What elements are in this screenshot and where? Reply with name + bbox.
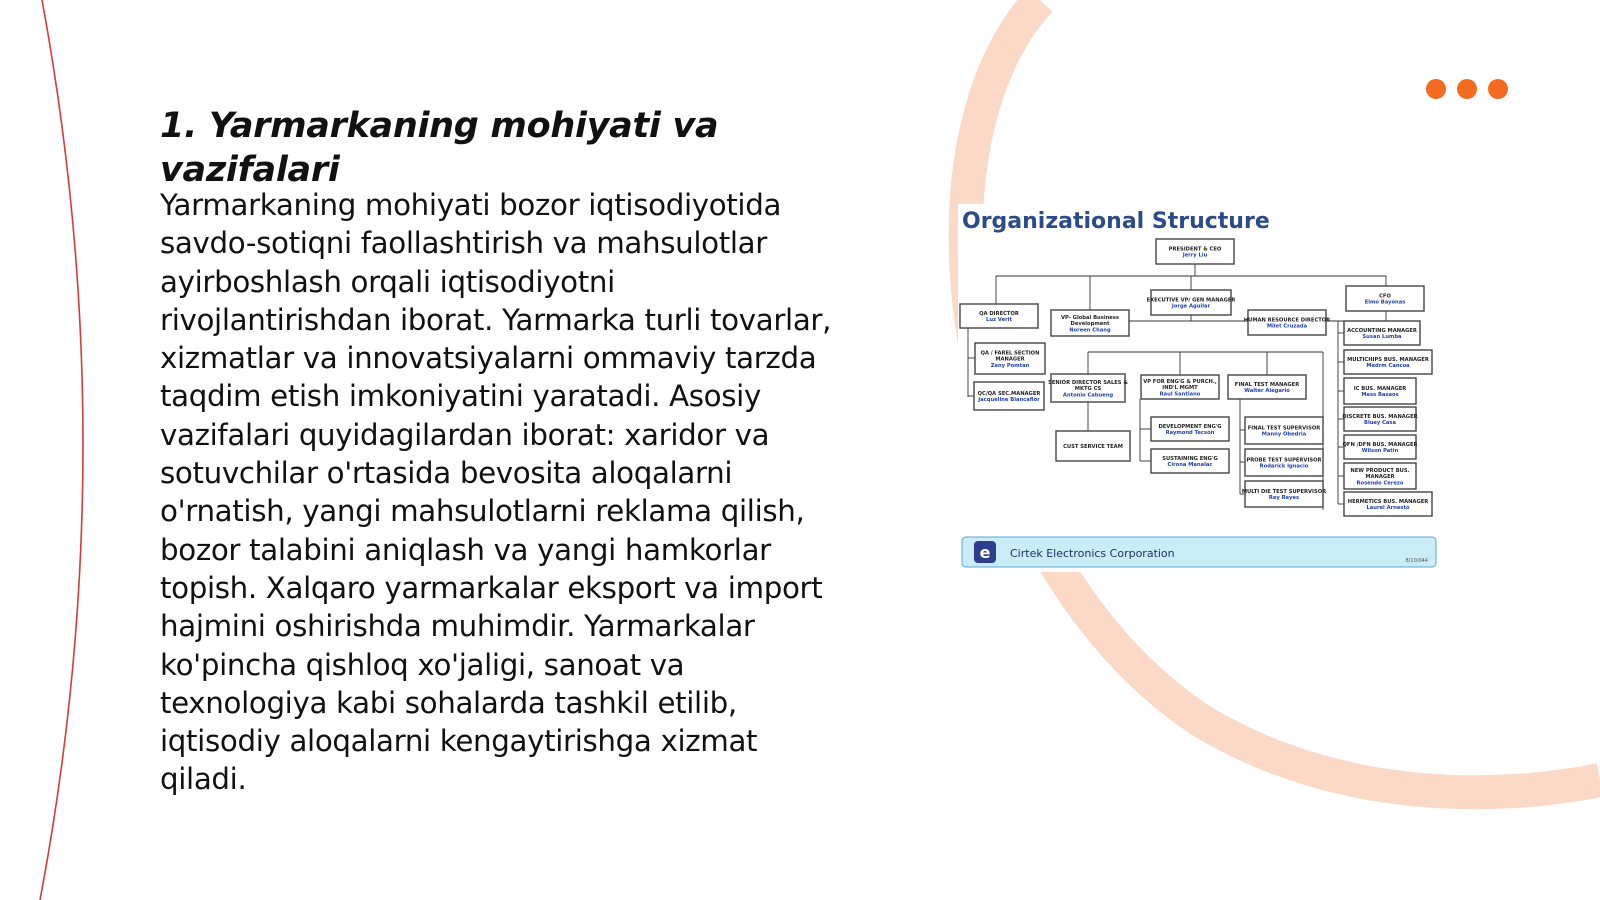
decorative-dots	[1426, 79, 1508, 99]
org-box-name: Raymond Tecson	[1165, 430, 1215, 437]
org-chart-svg	[958, 204, 1444, 572]
org-box-name: Jorge Aguilar	[1171, 303, 1211, 310]
org-box-role: NEW PRODUCT BUS.	[1350, 468, 1410, 475]
org-box	[1342, 407, 1417, 431]
org-box-name: Rey Reyes	[1268, 495, 1300, 502]
org-box	[1048, 374, 1128, 402]
org-box-name: Raul Santiano	[1159, 391, 1201, 398]
org-box	[1151, 417, 1229, 441]
org-box-name: Jerry Liu	[1182, 252, 1208, 259]
org-box-role: Development	[1070, 321, 1110, 328]
org-box	[1056, 431, 1130, 461]
org-box-role: QC/QA SEC.MANAGER	[977, 391, 1041, 398]
org-box	[1228, 375, 1306, 399]
org-box-name: Wilson Patin	[1361, 448, 1399, 455]
org-box	[1244, 310, 1330, 335]
org-box-name: Susan Lumba	[1362, 334, 1402, 341]
org-box-name: Zeny Pomtan	[990, 362, 1030, 369]
org-box	[974, 382, 1044, 410]
org-box	[1141, 375, 1219, 399]
org-box-role: MANAGER	[1365, 474, 1395, 481]
org-box-role: SENIOR DIRECTOR SALES &	[1048, 380, 1128, 387]
org-box	[1344, 492, 1432, 516]
org-box-name: Manny Obedria	[1261, 431, 1307, 438]
org-box	[1156, 239, 1234, 264]
org-box	[1245, 449, 1323, 476]
org-box	[1342, 435, 1417, 459]
org-chart-footer	[962, 537, 1436, 567]
org-box-name: Rodarick Ignacio	[1259, 463, 1309, 470]
org-box-role: DEVELOPMENT ENG'G	[1158, 424, 1222, 431]
org-box-role: DISCRETE BUS. MANAGER	[1342, 414, 1418, 421]
org-box	[1151, 449, 1229, 473]
org-box-name: Walter Alegario	[1244, 388, 1290, 395]
org-box-name: Laurel Arnesto	[1366, 505, 1410, 512]
org-chart-boxes	[960, 239, 1432, 516]
org-box-role: FINAL TEST MANAGER	[1234, 382, 1300, 389]
org-box-name: Luz Verit	[986, 317, 1012, 324]
org-box-name: Medrm Cancoa	[1366, 363, 1410, 370]
org-box-role: EXECUTIVE VP/ GEN MANAGER	[1146, 297, 1236, 304]
org-chart-title: Organizational Structure	[962, 209, 1270, 234]
org-box-role: PRESIDENT & CEO	[1168, 246, 1222, 253]
org-box-role: QA / FAREL SECTION	[980, 350, 1040, 357]
org-box	[1051, 310, 1129, 336]
company-logo-icon: e	[979, 543, 991, 562]
org-box-role: FINAL TEST SUPERVISOR	[1247, 425, 1321, 432]
org-box-role: MULTICHIPS BUS. MANAGER	[1347, 357, 1429, 364]
org-box	[1344, 350, 1432, 374]
org-box-role: VP FOR ENG'G & PURCH.,	[1143, 379, 1217, 386]
org-box-name: Antonio Cabueng	[1062, 392, 1114, 399]
org-box	[1147, 290, 1236, 315]
org-box-role: HERMETICS BUS. MANAGER	[1347, 499, 1429, 506]
org-box-name: Rosendo Cerezo	[1356, 480, 1404, 487]
org-box-name: Mess Basaos	[1361, 392, 1399, 399]
org-box-role: PROBE TEST SUPERVISOR	[1246, 457, 1322, 464]
org-box	[1344, 378, 1416, 404]
dot-icon	[1488, 79, 1508, 99]
org-box-role: CUST SERVICE TEAM	[1063, 444, 1123, 451]
footer-code: 8/10/044	[1405, 558, 1428, 564]
org-box-role: MKTG CS	[1074, 386, 1102, 393]
org-box-role: CFO	[1379, 293, 1391, 300]
org-box	[1346, 286, 1424, 311]
org-box-name: Jacqueline Blancaflor	[978, 397, 1040, 404]
org-box	[1245, 417, 1323, 444]
org-box-role: SUSTAINING ENG'G	[1162, 456, 1218, 463]
slide-body-text: Yarmarkaning mohiyati bozor iqtisodiyotida savdo-sotiqni faollashtirish va mahsulotlar ayirboshlash orqali iqtisodiyotni rivojlantirishdan iborat. Yarmarka turli tovarlar, xizmatlar va innovatsiyalarni ommaviy tarzda taqdim etish imkoniyatini yaratadi. Asosiy vazifalari quyidagilardan iborat: xaridor va sotuvchilar o'rtasida bevosita aloqalarni o'rnatish, yangi mahsulotlarni reklama qilish, bozor talabini aniqlash va yangi hamkorlar topish. Xalqaro yarmarkalar eksport va import hajmini oshirishda muhimdir. Yarmarkalar ko'pincha qishloq xo'jaligi, sanoat va texnologiya kabi sohalarda tashkil etilib, iqtisodiy aloqalarni kengaytirishga xizmat qiladi.	[160, 188, 832, 797]
dot-icon	[1426, 79, 1446, 99]
org-box-role: MANAGER	[995, 356, 1025, 363]
org-box	[1242, 481, 1326, 507]
org-box-role: IND'L MGMT	[1162, 385, 1198, 392]
org-box-role: QFN /DFN BUS. MANAGER	[1342, 442, 1418, 449]
left-red-arc	[40, 0, 83, 900]
org-box	[975, 343, 1045, 374]
org-box-role: IC BUS. MANAGER	[1353, 386, 1407, 393]
slide-title: 1. Yarmarkaning mohiyati va vazifalari	[160, 106, 719, 190]
org-box-name: Bluey Casa	[1363, 420, 1397, 427]
org-box-name: Cirona Manalac	[1167, 462, 1213, 469]
org-box-role: ACCOUNTING MANAGER	[1347, 328, 1417, 335]
footer-company-name: Cirtek Electronics Corporation	[1010, 547, 1175, 560]
org-box-name: Noreen Chang	[1069, 327, 1111, 334]
org-box-role: VP- Global Business	[1061, 315, 1119, 322]
org-box-role: QA DIRECTOR	[979, 311, 1019, 318]
org-box-role: HUMAN RESOURCE DIRECTOR	[1243, 317, 1331, 324]
org-chart-image	[958, 204, 1444, 572]
org-box	[1344, 463, 1416, 489]
dot-icon	[1457, 79, 1477, 99]
org-box-name: Elmo Bayonas	[1364, 299, 1406, 306]
org-box	[960, 304, 1038, 328]
org-box-role: MULTI DIE TEST SUPERVISOR	[1241, 489, 1327, 496]
org-box-name: Milet Cruzada	[1266, 323, 1308, 330]
org-box	[1344, 321, 1420, 345]
